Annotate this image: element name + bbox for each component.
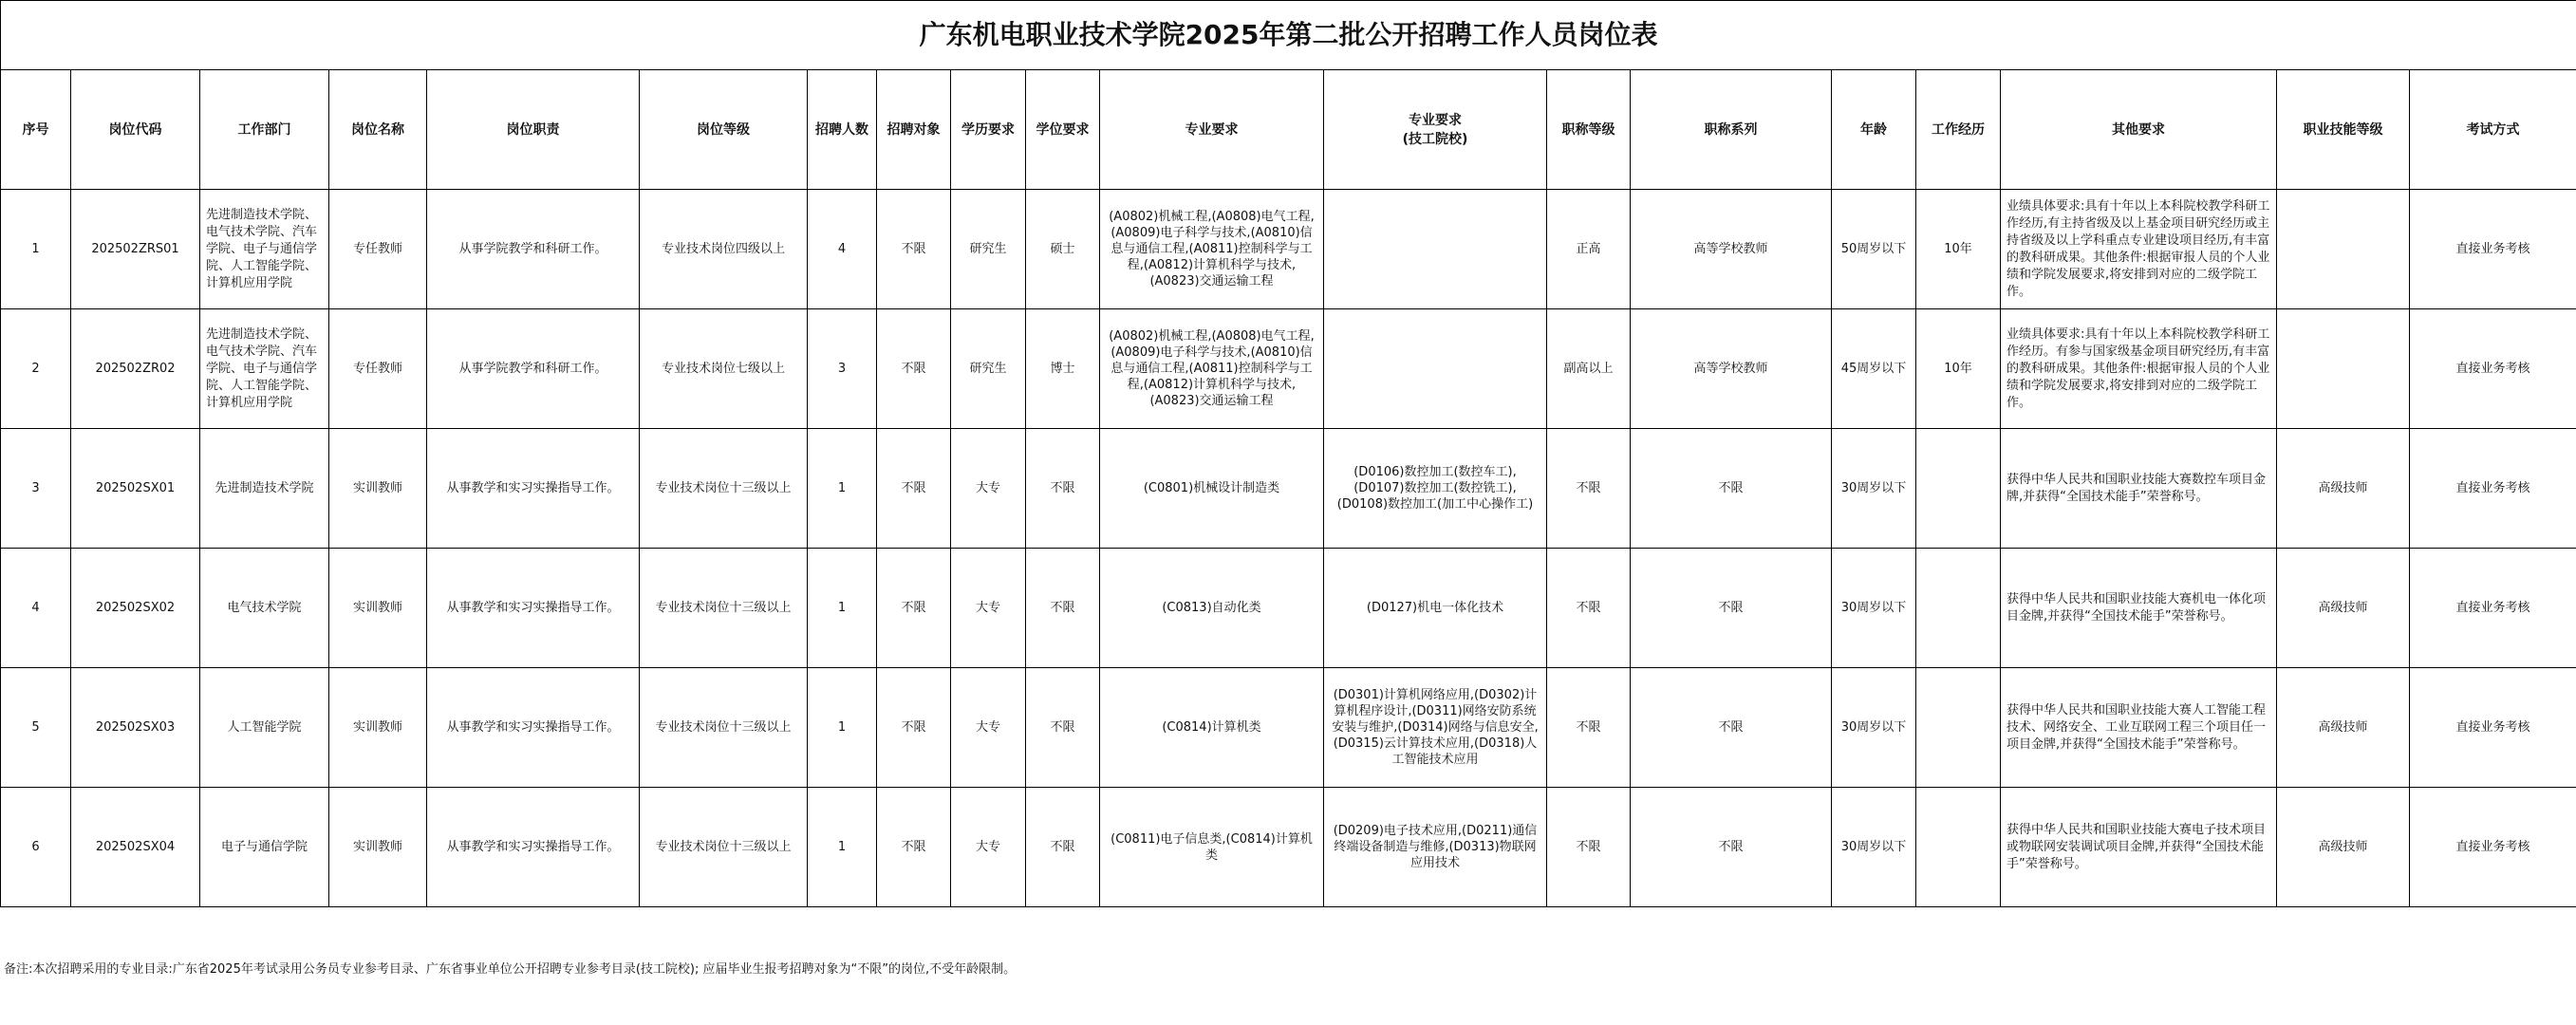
page-title: 广东机电职业技术学院2025年第二批公开招聘工作人员岗位表	[1, 1, 2576, 70]
cell-major: (A0802)机械工程,(A0808)电气工程,(A0809)电子科学与技术,(A0810)信息与通信工程,(A0811)控制科学与工程,(A0812)计算机科学与技术,(A0823)交通运输工程	[1100, 309, 1324, 429]
cell-no: 2	[1, 309, 71, 429]
cell-other: 业绩具体要求:具有十年以上本科院校教学科研工作经历。有参与国家级基金项目研究经历,有丰富的教科研成果。其他条件:根据审报人员的个人业绩和学院发展要求,将安排到对应的二级学院工作。	[2001, 309, 2277, 429]
cell-other: 获得中华人民共和国职业技能大赛机电一体化项目金牌,并获得“全国技术能手”荣誉称号。	[2001, 549, 2277, 668]
cell-title-grade: 不限	[1547, 549, 1631, 668]
header-zhuanye: 专业要求	[1100, 70, 1324, 190]
cell-major: (C0801)机械设计制造类	[1100, 429, 1324, 549]
cell-count: 1	[808, 549, 877, 668]
cell-edu: 研究生	[951, 190, 1026, 309]
cell-major-tech: (D0127)机电一体化技术	[1324, 549, 1547, 668]
cell-exp: 10年	[1916, 190, 2001, 309]
cell-degree: 不限	[1026, 788, 1100, 907]
header-zhuanye-jigong-line1: 专业要求	[1409, 112, 1462, 128]
cell-skill: 高级技师	[2277, 668, 2410, 788]
header-jineng: 职业技能等级	[2277, 70, 2410, 190]
cell-count: 3	[808, 309, 877, 429]
header-xueli: 学历要求	[951, 70, 1026, 190]
cell-title-grade: 不限	[1547, 429, 1631, 549]
table-row	[1, 549, 2576, 668]
cell-name: 实训教师	[329, 549, 427, 668]
cell-name: 专任教师	[329, 190, 427, 309]
cell-code: 202502ZRS01	[71, 190, 200, 309]
cell-skill: 高级技师	[2277, 429, 2410, 549]
footnote: 备注:本次招聘采用的专业目录:广东省2025年考试录用公务员专业参考目录、广东省事业单位公开招聘专业参考目录(技工院校); 应届毕业生报考招聘对象为“不限”的岗位,不受年龄限制。	[4, 962, 1017, 977]
cell-degree: 不限	[1026, 429, 1100, 549]
cell-duty: 从事教学和实习实操指导工作。	[427, 429, 640, 549]
cell-age: 30周岁以下	[1832, 549, 1916, 668]
cell-target: 不限	[877, 549, 951, 668]
cell-major: (A0802)机械工程,(A0808)电气工程,(A0809)电子科学与技术,(A0810)信息与通信工程,(A0811)控制科学与工程,(A0812)计算机科学与技术,(A0823)交通运输工程	[1100, 190, 1324, 309]
header-duixiang: 招聘对象	[877, 70, 951, 190]
cell-age: 30周岁以下	[1832, 668, 1916, 788]
cell-degree: 不限	[1026, 668, 1100, 788]
cell-count: 1	[808, 788, 877, 907]
cell-edu: 大专	[951, 788, 1026, 907]
cell-no: 3	[1, 429, 71, 549]
cell-name: 实训教师	[329, 429, 427, 549]
cell-exp: 10年	[1916, 309, 2001, 429]
cell-edu: 大专	[951, 429, 1026, 549]
cell-code: 202502SX02	[71, 549, 200, 668]
header-qita: 其他要求	[2001, 70, 2277, 190]
cell-duty: 从事学院教学和科研工作。	[427, 190, 640, 309]
cell-exp	[1916, 429, 2001, 549]
cell-duty: 从事教学和实习实操指导工作。	[427, 788, 640, 907]
cell-code: 202502SX03	[71, 668, 200, 788]
cell-grade: 专业技术岗位七级以上	[640, 309, 808, 429]
header-gangwei-daima: 岗位代码	[71, 70, 200, 190]
cell-exam: 直接业务考核	[2410, 549, 2576, 668]
header-bumen: 工作部门	[200, 70, 329, 190]
cell-major: (C0814)计算机类	[1100, 668, 1324, 788]
cell-code: 202502ZR02	[71, 309, 200, 429]
cell-title-grade: 正高	[1547, 190, 1631, 309]
cell-exam: 直接业务考核	[2410, 788, 2576, 907]
header-row	[1, 70, 2576, 190]
cell-duty: 从事学院教学和科研工作。	[427, 309, 640, 429]
cell-target: 不限	[877, 429, 951, 549]
table-row	[1, 309, 2576, 429]
cell-dept: 人工智能学院	[200, 668, 329, 788]
cell-grade: 专业技术岗位十三级以上	[640, 549, 808, 668]
cell-no: 1	[1, 190, 71, 309]
cell-age: 30周岁以下	[1832, 788, 1916, 907]
cell-no: 6	[1, 788, 71, 907]
header-renshu: 招聘人数	[808, 70, 877, 190]
cell-major-tech	[1324, 190, 1547, 309]
cell-exam: 直接业务考核	[2410, 429, 2576, 549]
cell-exam: 直接业务考核	[2410, 309, 2576, 429]
cell-edu: 大专	[951, 549, 1026, 668]
title-row	[1, 1, 2576, 70]
table-row	[1, 668, 2576, 788]
cell-no: 5	[1, 668, 71, 788]
cell-grade: 专业技术岗位十三级以上	[640, 668, 808, 788]
cell-title-series: 不限	[1631, 549, 1832, 668]
header-zhize: 岗位职责	[427, 70, 640, 190]
cell-title-grade: 副高以上	[1547, 309, 1631, 429]
cell-target: 不限	[877, 788, 951, 907]
cell-target: 不限	[877, 190, 951, 309]
header-gangwei-mingcheng: 岗位名称	[329, 70, 427, 190]
cell-exam: 直接业务考核	[2410, 190, 2576, 309]
cell-target: 不限	[877, 668, 951, 788]
cell-grade: 专业技术岗位十三级以上	[640, 788, 808, 907]
cell-title-series: 高等学校教师	[1631, 309, 1832, 429]
cell-other: 业绩具体要求:具有十年以上本科院校教学科研工作经历,有主持省级及以上基金项目研究经历或主持省级及以上学科重点专业建设项目经历,有丰富的教科研成果。其他条件:根据审报人员的个人业绩和学院发展要求,将安排到对应的二级学院工作。	[2001, 190, 2277, 309]
cell-code: 202502SX01	[71, 429, 200, 549]
cell-count: 4	[808, 190, 877, 309]
cell-degree: 硕士	[1026, 190, 1100, 309]
cell-title-series: 不限	[1631, 429, 1832, 549]
cell-exp	[1916, 549, 2001, 668]
cell-dept: 先进制造技术学院、电气技术学院、汽车学院、电子与通信学院、人工智能学院、计算机应用学院	[200, 190, 329, 309]
header-zhuanye-jigong	[1324, 70, 1547, 190]
header-dengji: 岗位等级	[640, 70, 808, 190]
cell-exam: 直接业务考核	[2410, 668, 2576, 788]
cell-dept: 电子与通信学院	[200, 788, 329, 907]
cell-exp	[1916, 668, 2001, 788]
cell-dept: 先进制造技术学院	[200, 429, 329, 549]
cell-major-tech: (D0106)数控加工(数控车工),(D0107)数控加工(数控铣工),(D0108)数控加工(加工中心操作工)	[1324, 429, 1547, 549]
cell-skill	[2277, 190, 2410, 309]
cell-degree: 不限	[1026, 549, 1100, 668]
cell-title-series: 高等学校教师	[1631, 190, 1832, 309]
header-zhicheng-xilie: 职称系列	[1631, 70, 1832, 190]
cell-edu: 大专	[951, 668, 1026, 788]
cell-count: 1	[808, 668, 877, 788]
cell-dept: 先进制造技术学院、电气技术学院、汽车学院、电子与通信学院、人工智能学院、计算机应用学院	[200, 309, 329, 429]
cell-age: 30周岁以下	[1832, 429, 1916, 549]
cell-title-series: 不限	[1631, 788, 1832, 907]
cell-count: 1	[808, 429, 877, 549]
cell-name: 实训教师	[329, 668, 427, 788]
cell-title-series: 不限	[1631, 668, 1832, 788]
cell-major: (C0813)自动化类	[1100, 549, 1324, 668]
cell-skill: 高级技师	[2277, 549, 2410, 668]
table-row	[1, 429, 2576, 549]
cell-skill: 高级技师	[2277, 788, 2410, 907]
cell-age: 45周岁以下	[1832, 309, 1916, 429]
cell-other: 获得中华人民共和国职业技能大赛人工智能工程技术、网络安全、工业互联网工程三个项目任一项目金牌,并获得“全国技术能手”荣誉称号。	[2001, 668, 2277, 788]
cell-code: 202502SX04	[71, 788, 200, 907]
cell-duty: 从事教学和实习实操指导工作。	[427, 549, 640, 668]
cell-grade: 专业技术岗位十三级以上	[640, 429, 808, 549]
header-zhuanye-jigong-line2: (技工院校)	[1402, 131, 1468, 147]
cell-no: 4	[1, 549, 71, 668]
cell-skill	[2277, 309, 2410, 429]
cell-major: (C0811)电子信息类,(C0814)计算机类	[1100, 788, 1324, 907]
header-zhicheng-dengji: 职称等级	[1547, 70, 1631, 190]
header-nianling: 年龄	[1832, 70, 1916, 190]
cell-dept: 电气技术学院	[200, 549, 329, 668]
cell-target: 不限	[877, 309, 951, 429]
cell-degree: 博士	[1026, 309, 1100, 429]
table-row	[1, 788, 2576, 907]
cell-major-tech: (D0301)计算机网络应用,(D0302)计算机程序设计,(D0311)网络安防系统安装与维护,(D0314)网络与信息安全,(D0315)云计算技术应用,(D0318)人工智能技术应用	[1324, 668, 1547, 788]
header-xuhao: 序号	[1, 70, 71, 190]
cell-name: 实训教师	[329, 788, 427, 907]
header-jingli: 工作经历	[1916, 70, 2001, 190]
cell-title-grade: 不限	[1547, 668, 1631, 788]
cell-title-grade: 不限	[1547, 788, 1631, 907]
cell-major-tech	[1324, 309, 1547, 429]
cell-other: 获得中华人民共和国职业技能大赛电子技术项目或物联网安装调试项目金牌,并获得“全国技术能手”荣誉称号。	[2001, 788, 2277, 907]
cell-grade: 专业技术岗位四级以上	[640, 190, 808, 309]
cell-major-tech: (D0209)电子技术应用,(D0211)通信终端设备制造与维修,(D0313)物联网应用技术	[1324, 788, 1547, 907]
cell-duty: 从事教学和实习实操指导工作。	[427, 668, 640, 788]
header-xuewei: 学位要求	[1026, 70, 1100, 190]
header-kaoshi: 考试方式	[2410, 70, 2576, 190]
cell-exp	[1916, 788, 2001, 907]
cell-other: 获得中华人民共和国职业技能大赛数控车项目金牌,并获得“全国技术能手”荣誉称号。	[2001, 429, 2277, 549]
cell-age: 50周岁以下	[1832, 190, 1916, 309]
cell-name: 专任教师	[329, 309, 427, 429]
table-row	[1, 190, 2576, 309]
cell-edu: 研究生	[951, 309, 1026, 429]
